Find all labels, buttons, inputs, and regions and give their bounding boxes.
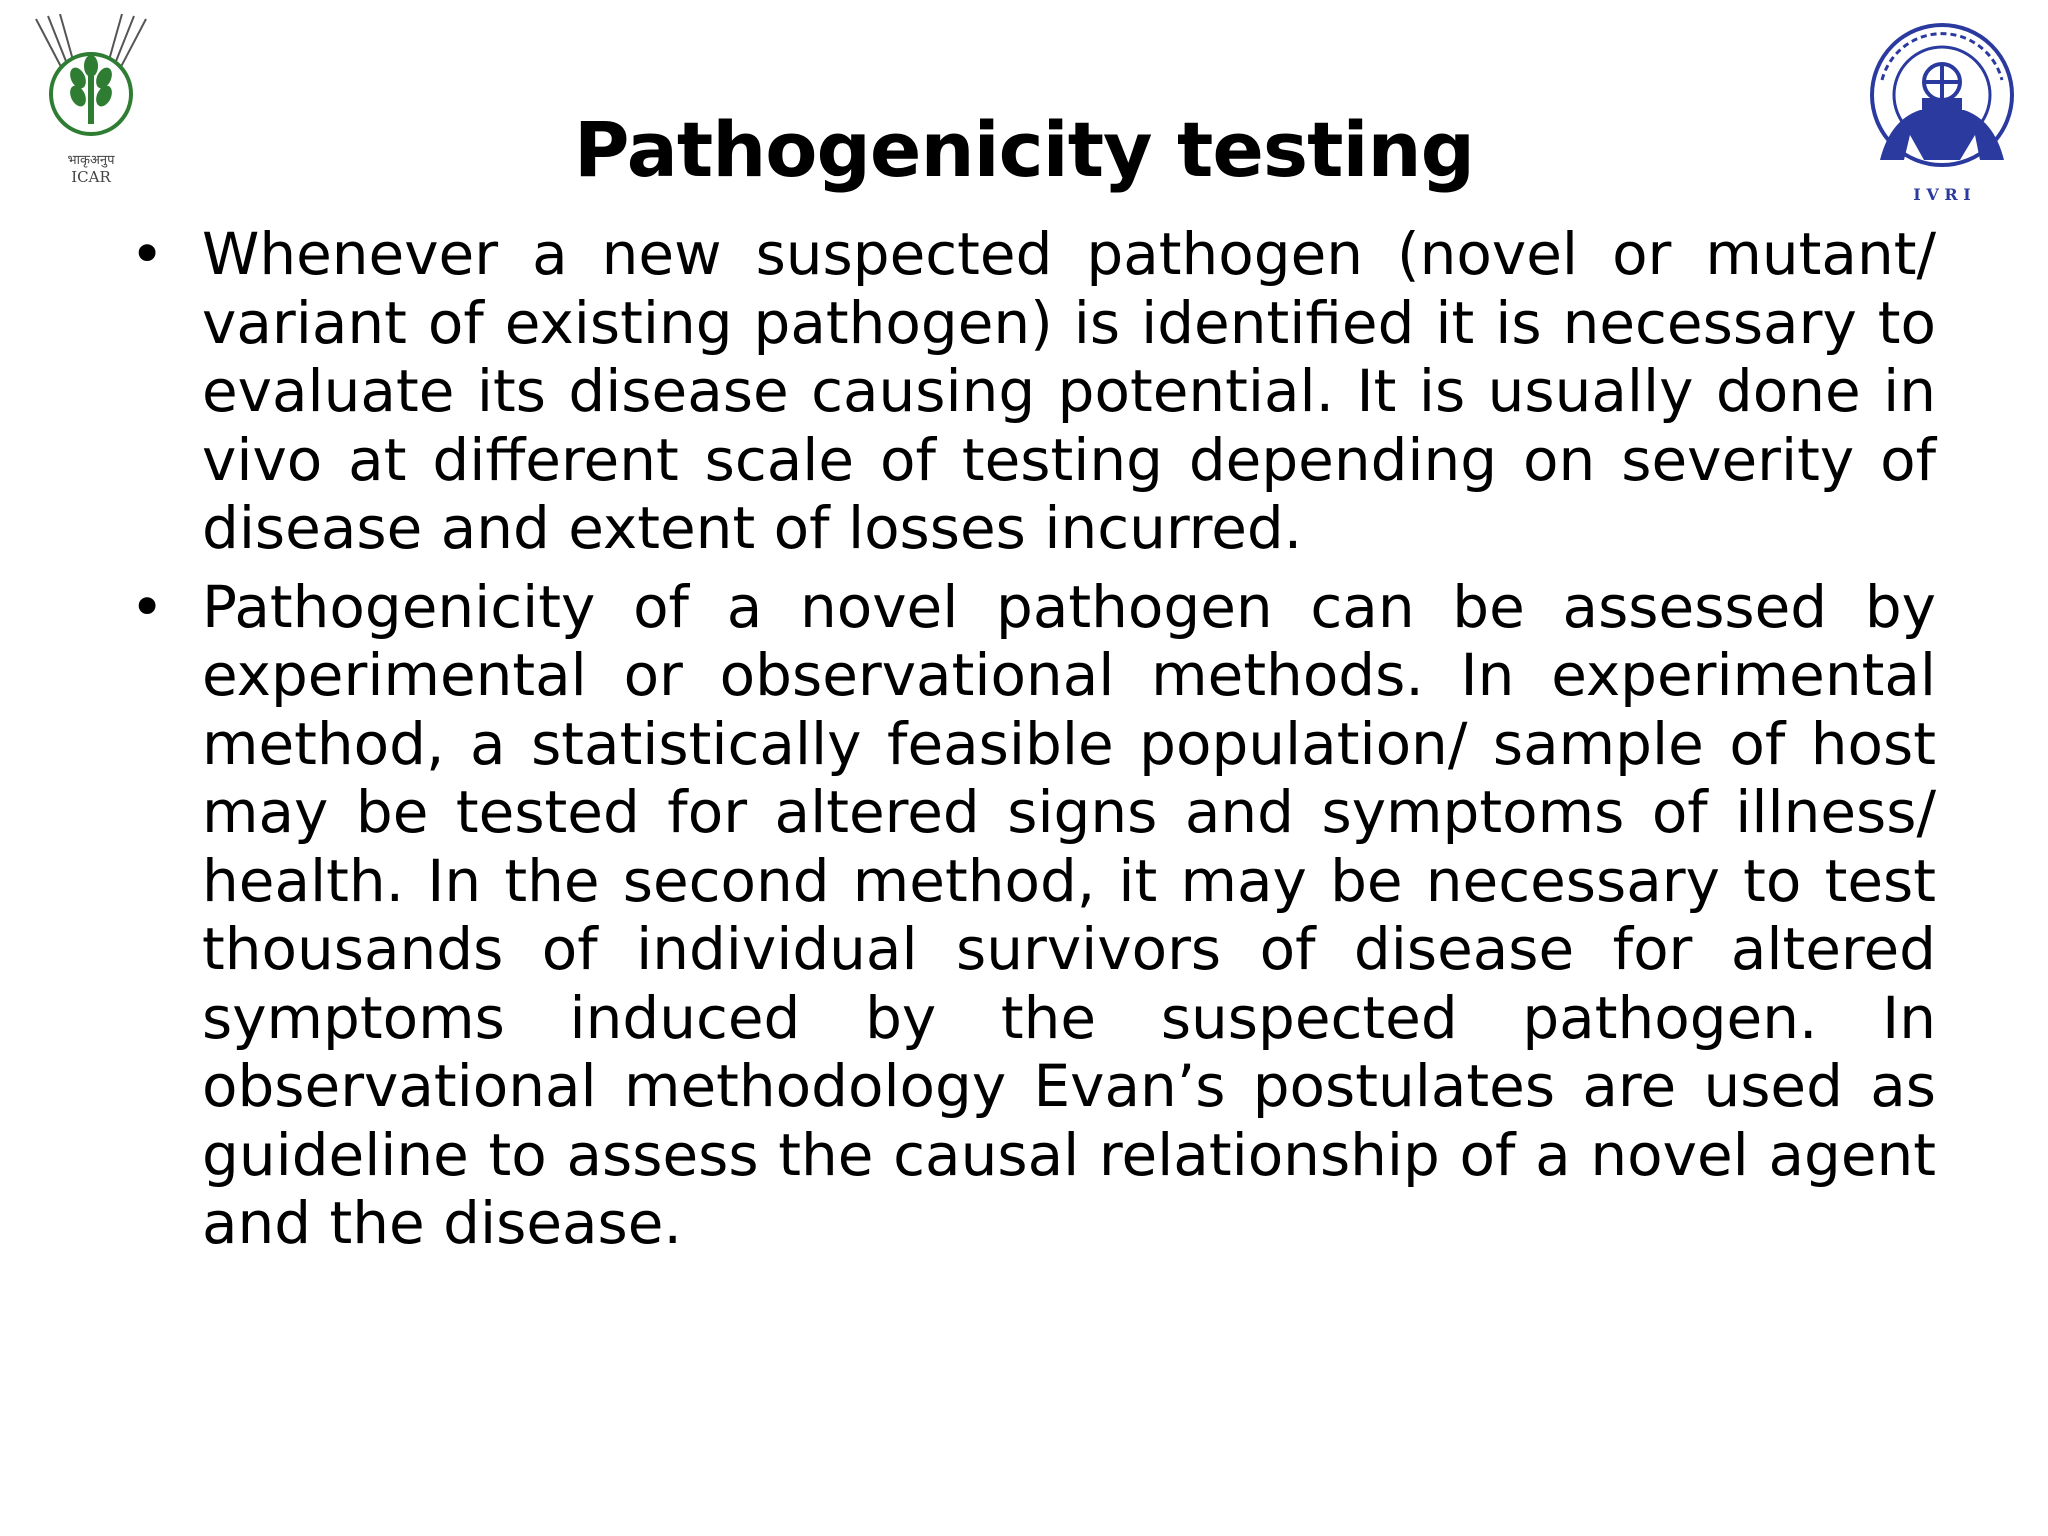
- svg-text:भाकृअनुप: भाकृअनुप: [67, 153, 115, 168]
- bullet-icon: •: [130, 220, 165, 288]
- slide-title: Pathogenicity testing: [573, 105, 1475, 194]
- bullet-text: Whenever a new suspected pathogen (novel or mutant/ variant of existing pathogen) is identified it is necessary to evaluate its disease causing potential. It is usually done in vivo at different scale of testing depending on severity of disease and extent of losses incurred.: [202, 220, 1936, 562]
- icar-logo-text: ICAR: [71, 168, 111, 184]
- bullet-item: [118, 573, 1936, 1258]
- ivri-logo-text: I V R I: [1913, 185, 1971, 204]
- bullet-list: [118, 220, 1936, 1268]
- bullet-text: Pathogenicity of a novel pathogen can be assessed by experimental or observational methods. In experimental method, a statistically feasible population/ sample of host may be tested for altered signs and symptoms of illness/ health. In the second method, it may be necessary to test thousands of individual survivors of disease for altered symptoms induced by the suspected pathogen. In observational methodology Evan’s postulates are used as guideline to assess the causal relationship of a novel agent and the disease.: [202, 572, 1936, 1257]
- bullet-icon: •: [130, 572, 165, 641]
- bullet-item: [118, 220, 1936, 563]
